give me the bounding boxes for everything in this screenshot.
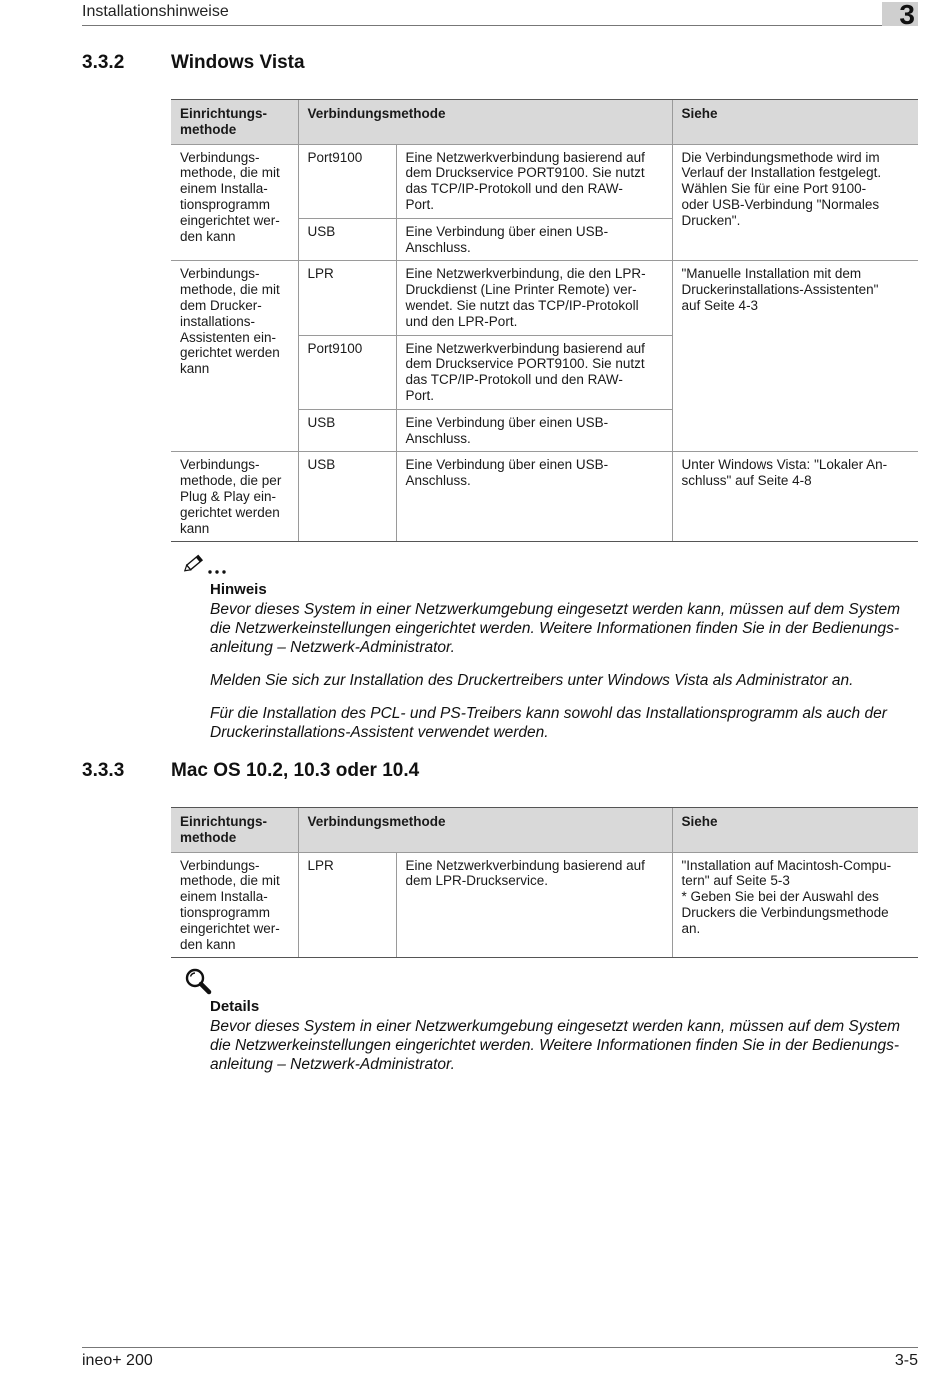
connection-description-cell: Eine Netzwerkverbindung basierend auf dem Druckservice PORT9100. Sie nutzt das TCP/IP-Protokoll und den RAW- Port.: [396, 335, 672, 409]
note-paragraph: Melden Sie sich zur Installation des Druckertreibers unter Windows Vista als Administrator an.: [210, 672, 854, 689]
connection-description-cell: Eine Verbindung über einen USB- Anschluss.: [396, 452, 672, 542]
connection-type-cell: USB: [298, 218, 396, 261]
details-paragraph: Bevor dieses System in einer Netzwerkumgebung eingesetzt werden kann, müssen auf dem System die Netzwerkeinstellungen eingerichtet werden. Weitere Informationen finden Sie in der Bedienungs-anleitung – Netzwerk-Administrator.: [210, 1018, 901, 1073]
table-row: [171, 852, 918, 958]
connection-type-cell: USB: [298, 452, 396, 542]
see-reference-cell: "Manuelle Installation mit dem Druckerinstallations-Assistenten" auf Seite 4-3: [672, 261, 918, 452]
col-header-setup-method: Einrichtungs- methode: [171, 100, 298, 145]
setup-method-cell: Verbindungs- methode, die mit einem Installa- tionsprogramm eingerichtet wer- den kann: [171, 852, 298, 958]
connection-description-cell: Eine Netzwerkverbindung basierend auf dem LPR-Druckservice.: [396, 852, 672, 958]
connection-description-cell: Eine Verbindung über einen USB- Anschluss.: [396, 218, 672, 261]
col-header-see: Siehe: [672, 808, 918, 853]
magnifier-details-icon: [184, 967, 212, 995]
table-row: [171, 144, 918, 218]
col-header-see: Siehe: [672, 100, 918, 145]
header-rule: [82, 25, 882, 26]
section-number: 3.3.2: [82, 52, 125, 73]
table-row: [171, 452, 918, 542]
pencil-note-icon: [184, 551, 232, 575]
section-number: 3.3.3: [82, 760, 125, 781]
running-header-title: Installationshinweise: [82, 3, 229, 20]
table-header-row: [171, 100, 918, 145]
connection-table-mac: [171, 807, 918, 958]
footer-page-number: 3-5: [894, 1352, 918, 1369]
connection-type-cell: Port9100: [298, 335, 396, 409]
footer-rule: [82, 1347, 918, 1348]
col-header-connection-method: Verbindungsmethode: [298, 808, 672, 853]
connection-description-cell: Eine Verbindung über einen USB- Anschluss.: [396, 409, 672, 452]
setup-method-cell: Verbindungs- methode, die mit einem Installa- tionsprogramm eingerichtet wer- den kann: [171, 144, 298, 261]
connection-type-cell: Port9100: [298, 144, 396, 218]
connection-type-cell: LPR: [298, 261, 396, 335]
note-paragraph: Bevor dieses System in einer Netzwerkumgebung eingesetzt werden kann, müssen auf dem System die Netzwerkeinstellungen eingerichtet werden. Weitere Informationen finden Sie in der Bedienungs-anleitung – Netzwerk-Administrator.: [210, 601, 901, 656]
connection-type-cell: LPR: [298, 852, 396, 958]
connection-type-cell: USB: [298, 409, 396, 452]
connection-table-vista: [171, 99, 918, 542]
table-row: [171, 261, 918, 335]
connection-description-cell: Eine Netzwerkverbindung, die den LPR- Druckdienst (Line Printer Remote) ver- wendet. Sie nutzt das TCP/IP-Protokoll und den LPR-Port.: [396, 261, 672, 335]
note-paragraph: Für die Installation des PCL- und PS-Treibers kann sowohl das Installationsprogramm als auch der Druckerinstallations-Assistent verwendet werden.: [210, 705, 887, 741]
section-title: Mac OS 10.2, 10.3 oder 10.4: [171, 760, 420, 781]
details-heading: Details: [210, 998, 260, 1015]
note-heading: Hinweis: [210, 581, 267, 598]
see-reference-cell: Unter Windows Vista: "Lokaler An- schluss" auf Seite 4-8: [672, 452, 918, 542]
connection-description-cell: Eine Netzwerkverbindung basierend auf dem Druckservice PORT9100. Sie nutzt das TCP/IP-Protokoll und den RAW- Port.: [396, 144, 672, 218]
footer-product-name: ineo+ 200: [82, 1352, 153, 1369]
setup-method-cell: Verbindungs- methode, die per Plug & Play ein- gerichtet werden kann: [171, 452, 298, 542]
col-header-setup-method: Einrichtungs- methode: [171, 808, 298, 853]
see-reference-cell: "Installation auf Macintosh-Compu- tern" auf Seite 5-3 * Geben Sie bei der Auswahl des Druckers die Verbindungsmethode an.: [672, 852, 918, 958]
table-header-row: [171, 808, 918, 853]
section-title: Windows Vista: [171, 52, 305, 73]
setup-method-cell: Verbindungs- methode, die mit dem Drucker- installations- Assistenten ein- gerichtet werden kann: [171, 261, 298, 452]
chapter-number: 3: [899, 0, 915, 30]
col-header-connection-method: Verbindungsmethode: [298, 100, 672, 145]
chapter-tab: [882, 0, 918, 30]
see-reference-cell: Die Verbindungsmethode wird im Verlauf der Installation festgelegt. Wählen Sie für eine Port 9100- oder USB-Verbindung "Normales Drucken".: [672, 144, 918, 261]
